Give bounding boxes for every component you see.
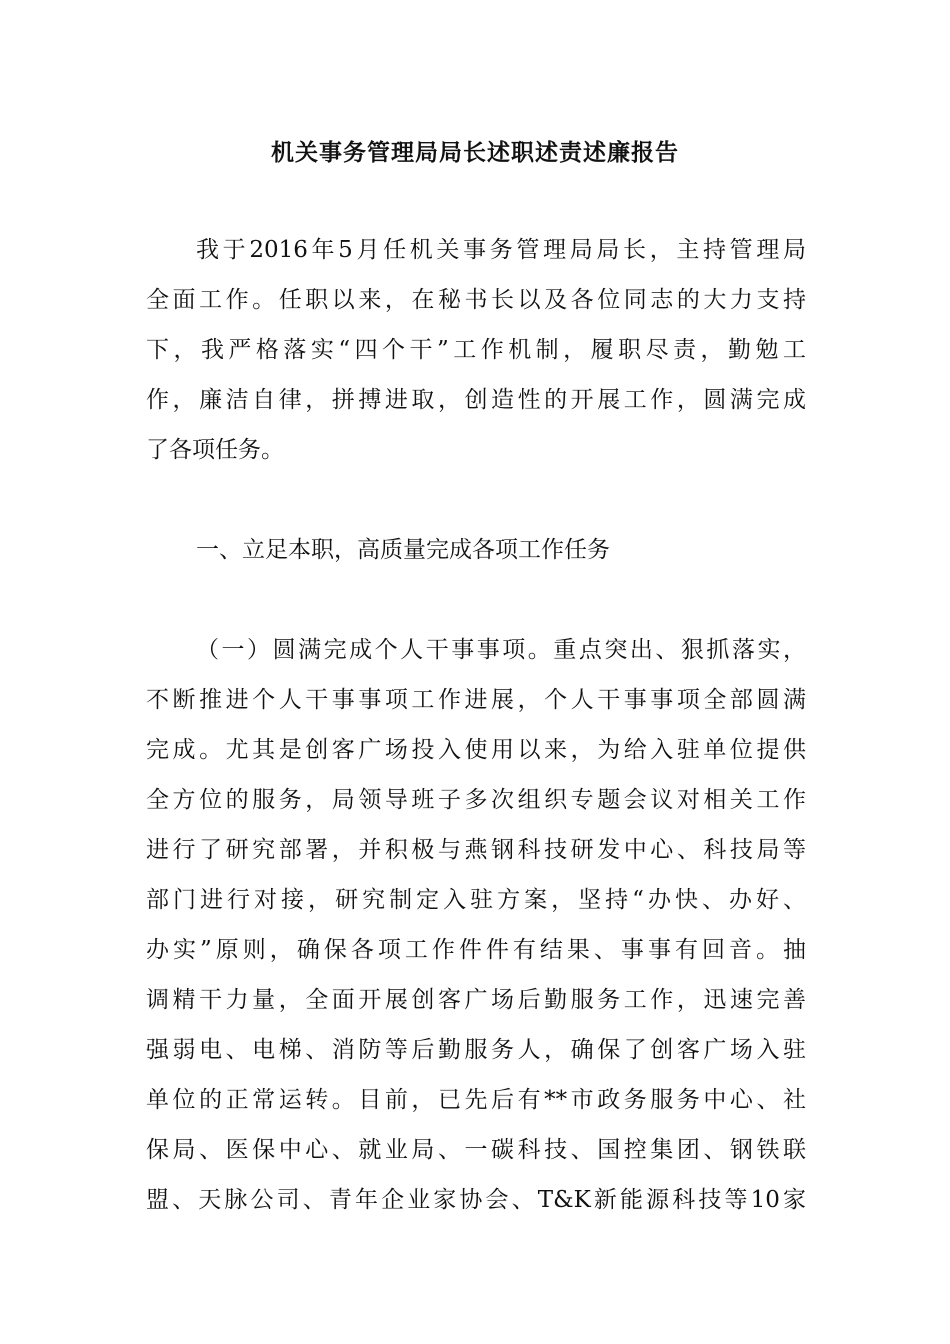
section-heading: 一、立足本职，高质量完成各项工作任务 <box>196 537 610 563</box>
paragraph-line: 了各项任务。 <box>146 437 284 463</box>
document-title: 机关事务管理局局长述职述责述廉报告 <box>271 140 679 166</box>
paragraph-line: 单位的正常运转。目前，已先后有**市政务服务中心、社 <box>146 1087 806 1113</box>
paragraph-line: 盟、天脉公司、青年企业家协会、T&K新能源科技等10家 <box>146 1187 806 1213</box>
paragraph-line: 全方位的服务，局领导班子多次组织专题会议对相关工作 <box>146 787 806 813</box>
paragraph-line: 强弱电、电梯、消防等后勤服务人，确保了创客广场入驻 <box>146 1037 806 1063</box>
paragraph-line: 我于2016年5月任机关事务管理局局长，主持管理局 <box>196 237 806 263</box>
paragraph-line: 不断推进个人干事事项工作进展，个人干事事项全部圆满 <box>146 687 806 713</box>
paragraph-line: 办实”原则，确保各项工作件件有结果、事事有回音。抽 <box>146 937 806 963</box>
paragraph-line: 作，廉洁自律，拼搏进取，创造性的开展工作，圆满完成 <box>146 387 806 413</box>
paragraph-line: 调精干力量，全面开展创客广场后勤服务工作，迅速完善 <box>146 987 806 1013</box>
paragraph-line: 部门进行对接，研究制定入驻方案，坚持“办快、办好、 <box>146 887 806 913</box>
paragraph-line: 保局、医保中心、就业局、一碳科技、国控集团、钢铁联 <box>146 1137 806 1163</box>
paragraph-line: 完成。尤其是创客广场投入使用以来，为给入驻单位提供 <box>146 737 806 763</box>
paragraph-line: （一）圆满完成个人干事事项。重点突出、狠抓落实， <box>196 637 806 663</box>
paragraph-line: 进行了研究部署，并积极与燕钢科技研发中心、科技局等 <box>146 837 806 863</box>
paragraph-line: 下，我严格落实“四个干”工作机制，履职尽责，勤勉工 <box>146 337 806 363</box>
paragraph-line: 全面工作。任职以来，在秘书长以及各位同志的大力支持 <box>146 287 806 313</box>
